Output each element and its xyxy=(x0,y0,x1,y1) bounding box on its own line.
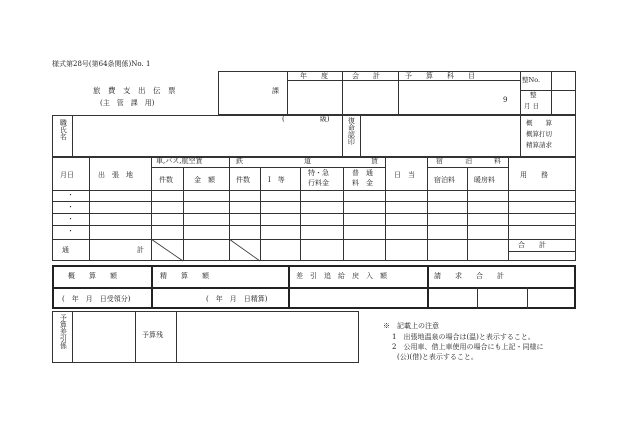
kamoku-code: 9 xyxy=(503,96,508,104)
col-futsuu: 普 通 xyxy=(352,169,373,177)
seiri-no-label: 整No. xyxy=(522,76,541,84)
col-shuku: 宿 xyxy=(436,157,443,165)
seiri-label: 整 xyxy=(530,91,537,99)
row-dot-3: ・ xyxy=(67,215,74,223)
form-title: 旅 費 支 出 伝 票 xyxy=(93,86,176,95)
nendo-header: 年 度 xyxy=(300,72,328,80)
row-dot-2: ・ xyxy=(67,203,74,211)
yosan-sahiki-label: 予算差引係 xyxy=(59,314,68,349)
seisan-seikyu-label: 精算請求 xyxy=(526,141,552,149)
note-1: 1 出張地温泉の場合は(温)と表示すること。 xyxy=(392,333,535,341)
total-kei: 計 xyxy=(137,246,144,254)
col-danboryo: 暖房料 xyxy=(474,176,495,184)
fukumei-label: 復命認印 xyxy=(347,117,356,145)
total-tsu: 通 xyxy=(62,246,69,254)
col-ryo: 料 xyxy=(494,157,501,165)
seikyu-label: 請 求 合 計 xyxy=(434,272,504,280)
yosan-kamoku-header: 予 算 科 目 xyxy=(405,72,475,80)
seisangaku-label: 精 算 額 xyxy=(160,272,209,280)
form-number: 様式第28号(第64条関係)No. 1 xyxy=(52,60,151,68)
shokushimei-label: 職氏名 xyxy=(59,119,68,140)
note-2: 2 公用車、借上車使用の場合にも上記・同様に xyxy=(392,343,544,351)
gaisan-label: 概 算 xyxy=(526,119,552,127)
notes-heading: ※ 記載上の注意 xyxy=(383,322,439,330)
col-chin: 賃 xyxy=(371,157,378,165)
kyu-field: ( 級) xyxy=(282,115,330,123)
seisanbi-field: ( 年 月 日精算) xyxy=(206,295,268,303)
col-youmu: 用 務 xyxy=(520,171,548,179)
col-kingaku: 金 額 xyxy=(194,176,215,184)
col-kensuu: 件数 xyxy=(159,176,173,184)
col-dou: 道 xyxy=(304,157,311,165)
yosanzan-label: 予算残 xyxy=(142,331,163,339)
budget-box xyxy=(52,311,359,363)
tsukihi-label: 月 日 xyxy=(524,102,540,110)
row-dot-4: ・ xyxy=(67,227,74,235)
dept-label: 課 xyxy=(272,87,279,95)
col-gyoryokin: 行料金 xyxy=(308,179,329,187)
note-3: (公)(借)と表示すること。 xyxy=(397,353,478,361)
col-sharyou: 車,バス,航空賃 xyxy=(156,157,203,165)
col-ryokin: 料 金 xyxy=(352,179,373,187)
col-haku: 泊 xyxy=(465,157,472,165)
col-tokkyu: 特・急 xyxy=(308,169,329,177)
gaisan-uchikiri-label: 概算打切 xyxy=(526,130,552,138)
row-dot-1: ・ xyxy=(67,191,74,199)
juryobi-field: ( 年 月 日受領分) xyxy=(62,295,131,303)
col-kensuu2: 件数 xyxy=(236,176,250,184)
form-subtitle: (主 管 課 用) xyxy=(100,99,155,107)
col-nittou: 日 当 xyxy=(394,171,415,179)
col-itou: Ⅰ 等 xyxy=(268,176,285,184)
col-tetsudo: 鉄 xyxy=(236,157,243,165)
col-shucchochi: 出 張 地 xyxy=(98,171,133,179)
gaisangaku-label: 概 算 額 xyxy=(68,272,117,280)
col-tsukihi: 月日 xyxy=(60,171,74,179)
kaikei-header: 会 計 xyxy=(352,72,380,80)
goukei-label: 合 計 xyxy=(518,241,546,249)
sagaku-label: 差 引 追 給 戻 入 額 xyxy=(296,272,387,280)
col-shukuhakuryo: 宿泊料 xyxy=(434,176,455,184)
